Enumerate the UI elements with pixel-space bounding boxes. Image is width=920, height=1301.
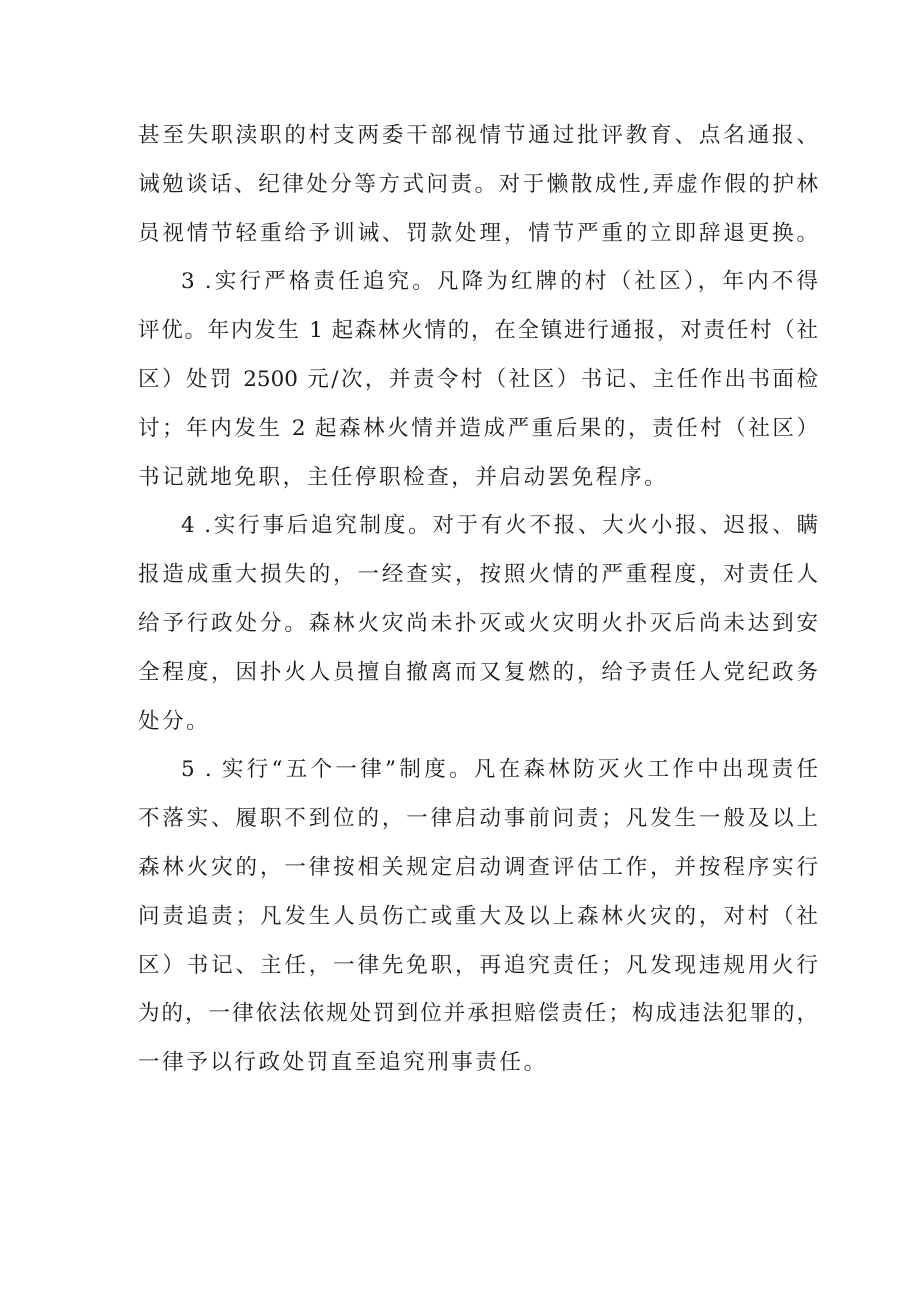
paragraph-line: 不落实、履职不到位的，一律启动事前问责；凡发生一般及以上 bbox=[138, 806, 818, 832]
paragraph-line: 报造成重大损失的，一经查实，按照火情的严重程度，对责任人 bbox=[138, 562, 818, 588]
paragraph-line: 员视情节轻重给予训诫、罚款处理，情节严重的立即辞退更换。 bbox=[138, 220, 818, 246]
paragraph-first-line: 5 . 实行“五个一律”制度。凡在森林防灭火工作中出现责任 bbox=[181, 757, 818, 783]
paragraph-line: 讨；年内发生 2 起森林火情并造成严重后果的，责任村（社区） bbox=[138, 415, 818, 441]
paragraph-line: 甚至失职渎职的村支两委干部视情节通过批评教育、点名通报、 bbox=[138, 123, 818, 148]
paragraph-first-line: 4 .实行事后追究制度。对于有火不报、大火小报、迟报、瞒 bbox=[181, 513, 818, 539]
paragraph-line: 处分。 bbox=[138, 708, 211, 734]
paragraph-line: 一律予以行政处罚直至追究刑事责任。 bbox=[138, 1050, 548, 1076]
paragraph-line: 评优。年内发生 1 起森林火情的，在全镇进行通报，对责任村（社 bbox=[138, 318, 818, 344]
paragraph-line: 给予行政处分。森林火灾尚未扑灭或火灾明火扑灭后尚未达到安 bbox=[138, 610, 818, 636]
paragraph-line: 区）处罚 2500 元/次，并责令村（社区）书记、主任作出书面检 bbox=[138, 366, 818, 392]
paragraph-line: 问责追责；凡发生人员伤亡或重大及以上森林火灾的，对村（社 bbox=[138, 903, 818, 929]
paragraph-line: 区）书记、主任，一律先免职，再追究责任；凡发现违规用火行 bbox=[138, 952, 818, 978]
paragraph-line: 全程度，因扑火人员擅自撤离而又复燃的，给予责任人党纪政务 bbox=[138, 659, 818, 685]
paragraph-line: 森林火灾的，一律按相关规定启动调查评估工作，并按程序实行 bbox=[138, 854, 818, 880]
paragraph-line: 书记就地免职，主任停职检查，并启动罢免程序。 bbox=[138, 464, 669, 490]
paragraph-first-line: 3 .实行严格责任追究。凡降为红牌的村（社区），年内不得 bbox=[181, 269, 818, 295]
document-body bbox=[138, 112, 818, 1088]
paragraph-line: 诫勉谈话、纪律处分等方式问责。对于懒散成性,弄虚作假的护林 bbox=[138, 171, 818, 197]
paragraph-line: 为的，一律依法依规处罚到位并承担赔偿责任；构成违法犯罪的， bbox=[138, 1001, 818, 1027]
